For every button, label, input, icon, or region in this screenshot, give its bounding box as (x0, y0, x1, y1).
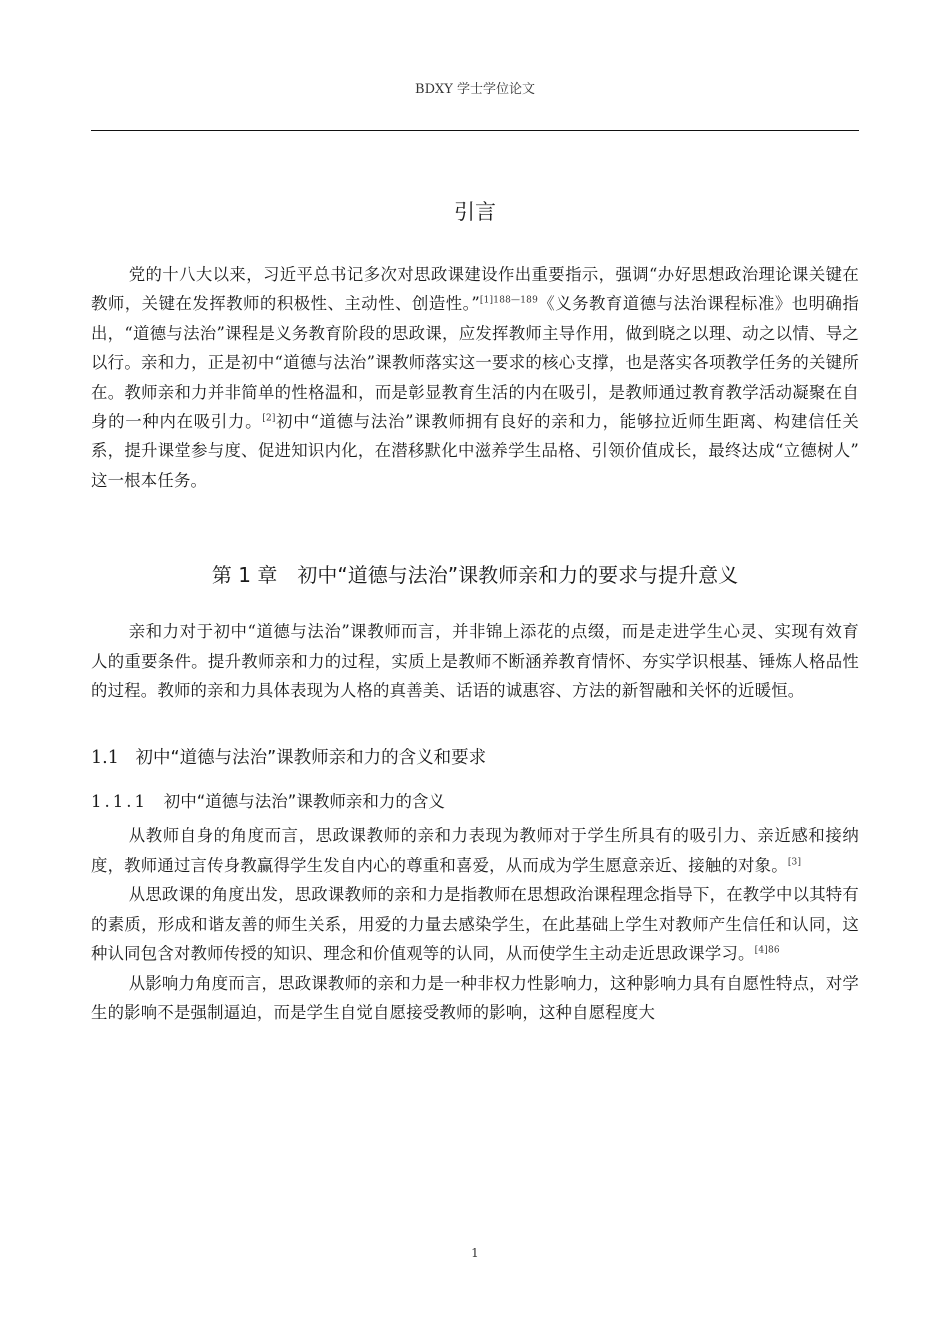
definition-paragraph-3: 从影响力角度而言，思政课教师的亲和力是一种非权力性影响力，这种影响力具有自愿性特点，对学生的影响不是强制逼迫，而是学生自觉自愿接受教师的影响，这种自愿程度大 (91, 973, 859, 1022)
intro-paragraph (91, 260, 859, 495)
definition-text-2: 从思政课的角度出发，思政课教师的亲和力是指教师在思想政治课程理念指导下，在教学中以其特有的素质，形成和谐友善的师生关系，用爱的力量去感染学生，在此基础上学生对教师产生信任和认同，这种认同包含对教师传授的知识、理念和价值观等的认同，从而使学生主动走近思政课学习。 (91, 885, 859, 964)
section-title-introduction: 引言 (454, 200, 496, 224)
chapter-1-paragraph: 亲和力对于初中“道德与法治”课教师而言，并非锦上添花的点缀，而是走进学生心灵、实现有效育人的重要条件。提升教师亲和力的过程，实质上是教师不断涵养教育情怀、夯实学识根基、锤炼人格品性的过程。教师的亲和力具体表现为人格的真善美、话语的诚惠容、方法的新智融和关怀的近暖恒。 (91, 622, 859, 701)
page-content (91, 196, 859, 1027)
header-rule (91, 130, 859, 131)
section-title: 初中“道德与法治”课教师亲和力的含义和要求 (135, 748, 487, 769)
section-number: 1.1 (91, 748, 119, 769)
subsection-number: 1.1.1 (91, 792, 148, 812)
section-1-1-1-heading (91, 787, 859, 817)
definition-paragraph-1 (91, 821, 859, 880)
chapter-1-heading: 第 1 章 初中“道德与法治”课教师亲和力的要求与提升意义 (211, 563, 739, 588)
definition-text-1: 从教师自身的角度而言，思政课教师的亲和力表现为教师对于学生所具有的吸引力、亲近感和接纳度，教师通过言传身教赢得学生发自内心的尊重和喜爱，从而成为学生愿意亲近、接触的对象。 (91, 826, 859, 875)
intro-text-part-1: 党的十八大以来，习近平总书记多次对思政课建设作出重要指示，强调“办好思想政治理论课关键在教师，关键在发挥教师的积极性、主动性、创造性。” (91, 265, 859, 314)
citation-4: [4]86 (754, 945, 780, 956)
page-number: 1 (471, 1246, 479, 1260)
section-1-1-heading (91, 743, 859, 773)
definition-paragraph-2 (91, 880, 859, 968)
intro-text-part-2: 《义务教育道德与法治课程标准》也明确指出，“道德与法治”课程是义务教育阶段的思政课，应发挥教师主导作用，做到晓之以理、动之以情、导之以行。亲和力，正是初中“道德与法治”课教师落实这一要求的核心支撑，也是落实各项教学任务的关键所在。教师亲和力并非简单的性格温和，而是彰显教育生活的内在吸引，是教师通过教育教学活动凝聚在自身的一种内在吸引力。 (91, 294, 859, 432)
citation-2: [2] (262, 413, 276, 424)
citation-1: [1]188—189 (479, 296, 539, 307)
citation-3: [3] (787, 857, 802, 868)
intro-text-part-3: 初中“道德与法治”课教师拥有良好的亲和力，能够拉近师生距离、构建信任关系，提升课堂参与度、促进知识内化，在潜移默化中滋养学生品格、引领价值成长，最终达成“立德树人” 这一根本任务。 (91, 412, 859, 490)
running-header: BDXY 学士学位论文 (415, 82, 535, 97)
subsection-title: 初中“道德与法治”课教师亲和力的含义 (163, 792, 445, 812)
